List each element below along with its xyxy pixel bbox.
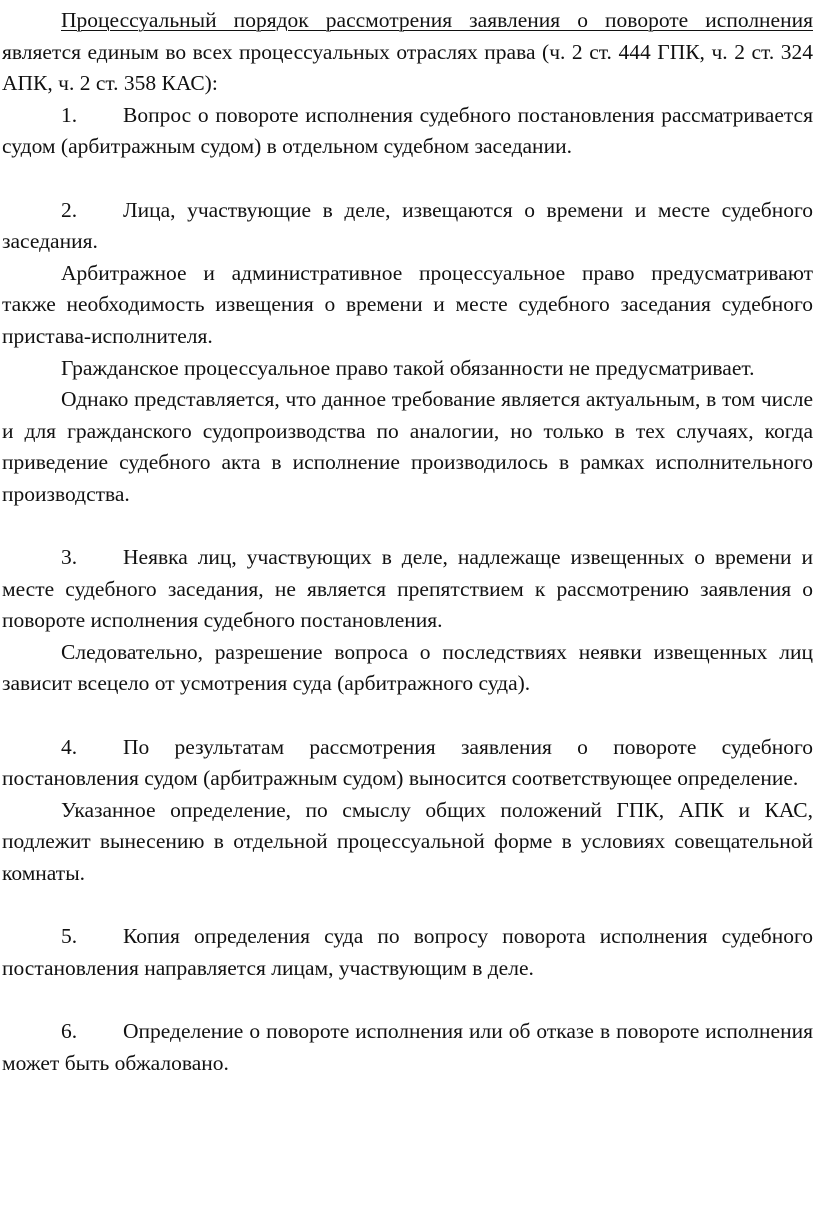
list-item-4-number: 4. bbox=[61, 734, 78, 759]
list-item-3 bbox=[2, 542, 813, 637]
list-item-3-note-1: Следовательно, разрешение вопроса о последствиях неявки извещенных лиц зависит всецело от усмотрения суда (арбитражного суда). bbox=[2, 639, 813, 696]
list-item-3-number: 3. bbox=[61, 545, 78, 570]
list-item-3-text: Неявка лиц, участвующих в деле, надлежаще извещенных о времени и месте судебного заседания, не является препятствием к рассмотрению заявления о повороте исполнения судебного постановления. bbox=[2, 545, 813, 633]
list-item-5 bbox=[2, 921, 813, 984]
paragraph-spacer bbox=[2, 511, 813, 543]
paragraph-spacer bbox=[2, 984, 813, 1016]
intro-text: является единым во всех процессуальных отраслях права (ч. 2 ст. 444 ГПК, ч. 2 ст. 324 АПК, ч. 2 ст. 358 КАС): bbox=[2, 39, 813, 96]
list-item-6-number: 6. bbox=[61, 1019, 78, 1043]
list-item-5-number: 5. bbox=[61, 924, 78, 949]
list-item-2-note-3: Однако представляется, что данное требование является актуальным, в том числе и для гражданского судопроизводства по аналогии, но только в тех случаях, когда приведение судебного акта в исполнение производилось в рамках исполнительного производства. bbox=[2, 387, 813, 506]
paragraph-spacer bbox=[2, 890, 813, 922]
list-item-1-number: 1. bbox=[61, 102, 78, 127]
list-item-4 bbox=[2, 732, 813, 795]
list-item-2-text: Лица, участвующие в деле, извещаются о времени и месте судебного заседания. bbox=[2, 197, 813, 254]
paragraph-spacer bbox=[2, 163, 813, 195]
list-item-2-note-2: Гражданское процессуальное право такой обязанности не предусматривает. bbox=[61, 355, 755, 380]
intro-paragraph bbox=[2, 5, 813, 100]
document-page bbox=[2, 5, 813, 1079]
list-item-6 bbox=[2, 1016, 813, 1079]
paragraph-spacer bbox=[2, 700, 813, 732]
intro-underlined-text: Процессуальный порядок рассмотрения заявления о повороте исполнения bbox=[61, 8, 813, 32]
list-item-1 bbox=[2, 100, 813, 163]
list-item-2-note-1: Арбитражное и административное процессуальное право предусматривают также необходимость извещения о времени и месте судебного заседания судебного пристава-исполнителя. bbox=[2, 260, 813, 348]
list-item-4-note-1: Указанное определение, по смыслу общих положений ГПК, АПК и КАС, подлежит вынесению в отдельной процессуальной форме в условиях совещательной комнаты. bbox=[2, 797, 813, 886]
list-item-1-text: Вопрос о повороте исполнения судебного постановления рассматривается судом (арбитражным судом) в отдельном судебном заседании. bbox=[2, 102, 813, 159]
list-item-4-text: По результатам рассмотрения заявления о повороте судебного постановления судом (арбитражным судом) выносится соответствующее определение. bbox=[2, 734, 813, 791]
list-item-5-text: Копия определения суда по вопросу поворота исполнения судебного постановления направляется лицам, участвующим в деле. bbox=[2, 924, 813, 980]
list-item-2-number: 2. bbox=[61, 197, 78, 222]
list-item-6-text: Определение о повороте исполнения или об отказе в повороте исполнения может быть обжаловано. bbox=[2, 1019, 813, 1075]
list-item-2 bbox=[2, 195, 813, 258]
